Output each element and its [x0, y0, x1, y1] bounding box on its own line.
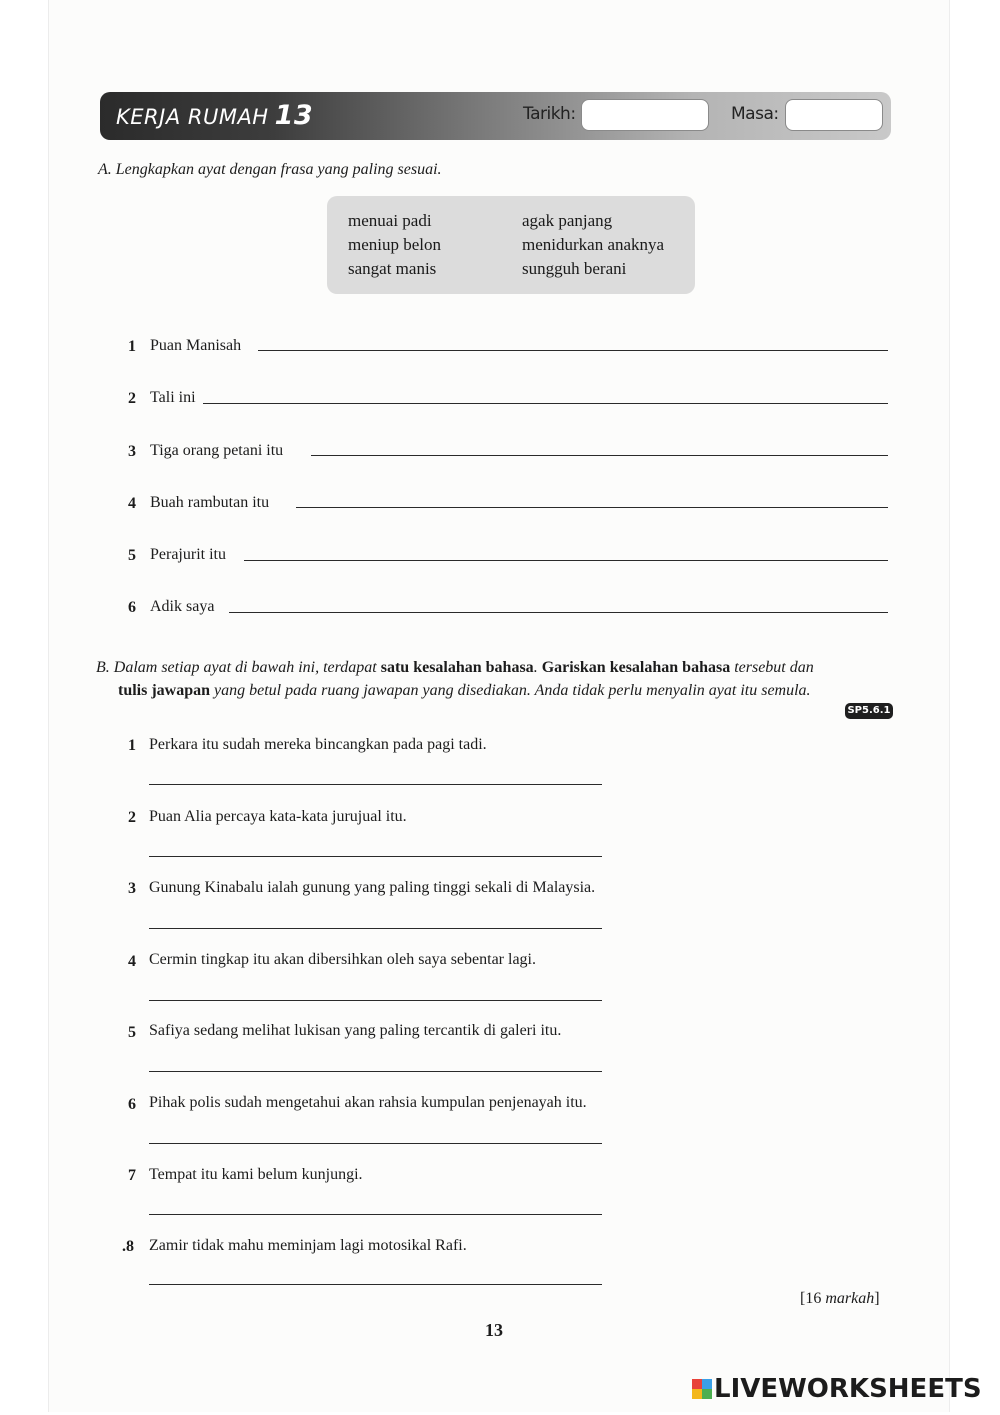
answer-line[interactable] — [149, 856, 602, 857]
phrase-box — [327, 196, 695, 294]
instruction-bold: tulis jawapan — [118, 682, 211, 699]
answer-line[interactable] — [229, 612, 888, 613]
answer-line[interactable] — [149, 1143, 602, 1144]
phrase-item: menuai padi — [348, 211, 432, 230]
phrase-item: menidurkan anaknya — [522, 235, 665, 254]
instruction-bold: satu kesalahan bahasa — [380, 659, 534, 676]
time-field[interactable] — [785, 99, 883, 131]
total-marks — [800, 1290, 880, 1308]
header-bar — [100, 92, 891, 140]
marks-word: markah — [825, 1290, 875, 1307]
instruction-part: B. Dalam setiap ayat di bawah ini, terdapat — [96, 659, 381, 676]
liveworksheets-icon — [692, 1379, 712, 1399]
answer-line[interactable] — [149, 1000, 602, 1001]
answer-line[interactable] — [149, 928, 602, 929]
answer-line[interactable] — [149, 1071, 602, 1072]
logo-square — [702, 1379, 712, 1389]
answer-line[interactable] — [149, 1284, 602, 1285]
instruction-part: . — [533, 659, 542, 676]
question-number-value: 8 — [126, 1238, 134, 1255]
answer-line[interactable] — [149, 784, 602, 785]
question-number: 6 — [128, 599, 136, 616]
instruction-part: tersebut dan — [730, 659, 814, 676]
page-number: 13 — [485, 1320, 503, 1340]
question-text: Buah rambutan itu — [150, 494, 270, 511]
question-number: 1 — [128, 737, 136, 754]
phrase-item: sangat manis — [348, 259, 437, 278]
date-label: Tarikh: — [523, 104, 576, 124]
skill-tag: SP5.6.1 — [845, 703, 893, 719]
section-a-instruction: A. Lengkapkan ayat dengan frasa yang paling sesuai. — [98, 161, 442, 178]
question-text: Puan Alia percaya kata-kata jurujual itu. — [149, 808, 407, 825]
question-text: Safiya sedang melihat lukisan yang paling tercantik di galeri itu. — [149, 1022, 562, 1039]
answer-line[interactable] — [203, 403, 888, 404]
question-number: 3 — [128, 880, 136, 897]
date-field[interactable] — [581, 99, 709, 131]
logo-square — [692, 1379, 702, 1389]
instruction-bold: Gariskan kesalahan bahasa — [541, 659, 731, 676]
time-label: Masa: — [731, 104, 779, 124]
question-text: Tali ini — [150, 389, 196, 406]
section-b-instruction — [96, 656, 896, 702]
worksheet-title — [116, 100, 313, 131]
question-text: Pihak polis sudah mengetahui akan rahsia kumpulan penjenayah itu. — [149, 1094, 587, 1111]
logo-square — [692, 1389, 702, 1399]
answer-line[interactable] — [244, 560, 888, 561]
question-text: Adik saya — [150, 598, 215, 615]
answer-line[interactable] — [149, 1214, 602, 1215]
question-number: .8 — [122, 1238, 134, 1255]
question-text: Gunung Kinabalu ialah gunung yang paling tinggi sekali di Malaysia. — [149, 879, 596, 896]
question-number: 6 — [128, 1096, 136, 1113]
question-number: 4 — [128, 495, 136, 512]
marks-suffix: ] — [874, 1290, 880, 1307]
question-number: 2 — [128, 809, 136, 826]
question-number: 4 — [128, 953, 136, 970]
question-text: Zamir tidak mahu meminjam lagi motosikal Rafi. — [149, 1237, 467, 1254]
question-number: 1 — [128, 338, 136, 355]
brand-name: LIVEWORKSHEETS — [714, 1374, 982, 1404]
answer-line[interactable] — [311, 455, 888, 456]
question-number: 5 — [128, 1024, 136, 1041]
question-number: 2 — [128, 390, 136, 407]
marks-prefix: [16 — [800, 1290, 826, 1307]
answer-line[interactable] — [258, 350, 888, 351]
question-text: Perkara itu sudah mereka bincangkan pada pagi tadi. — [149, 736, 487, 753]
liveworksheets-logo[interactable] — [692, 1374, 982, 1404]
title-number: 13 — [274, 100, 314, 131]
question-text: Tempat itu kami belum kunjungi. — [149, 1166, 363, 1183]
logo-square — [702, 1389, 712, 1399]
answer-line[interactable] — [296, 507, 888, 508]
phrase-item: meniup belon — [348, 235, 442, 254]
instruction-part: yang betul pada ruang jawapan yang disediakan. Anda tidak perlu menyalin ayat itu semula. — [210, 682, 811, 699]
question-number: 7 — [128, 1167, 136, 1184]
question-text: Puan Manisah — [150, 337, 242, 354]
question-text: Cermin tingkap itu akan dibersihkan oleh saya sebentar lagi. — [149, 951, 536, 968]
question-text: Perajurit itu — [150, 546, 226, 563]
phrase-item: agak panjang — [522, 211, 613, 230]
question-number: 5 — [128, 547, 136, 564]
question-text: Tiga orang petani itu — [150, 442, 284, 459]
phrase-item: sungguh berani — [522, 259, 627, 278]
title-text: KERJA RUMAH — [116, 105, 269, 129]
question-number: 3 — [128, 443, 136, 460]
